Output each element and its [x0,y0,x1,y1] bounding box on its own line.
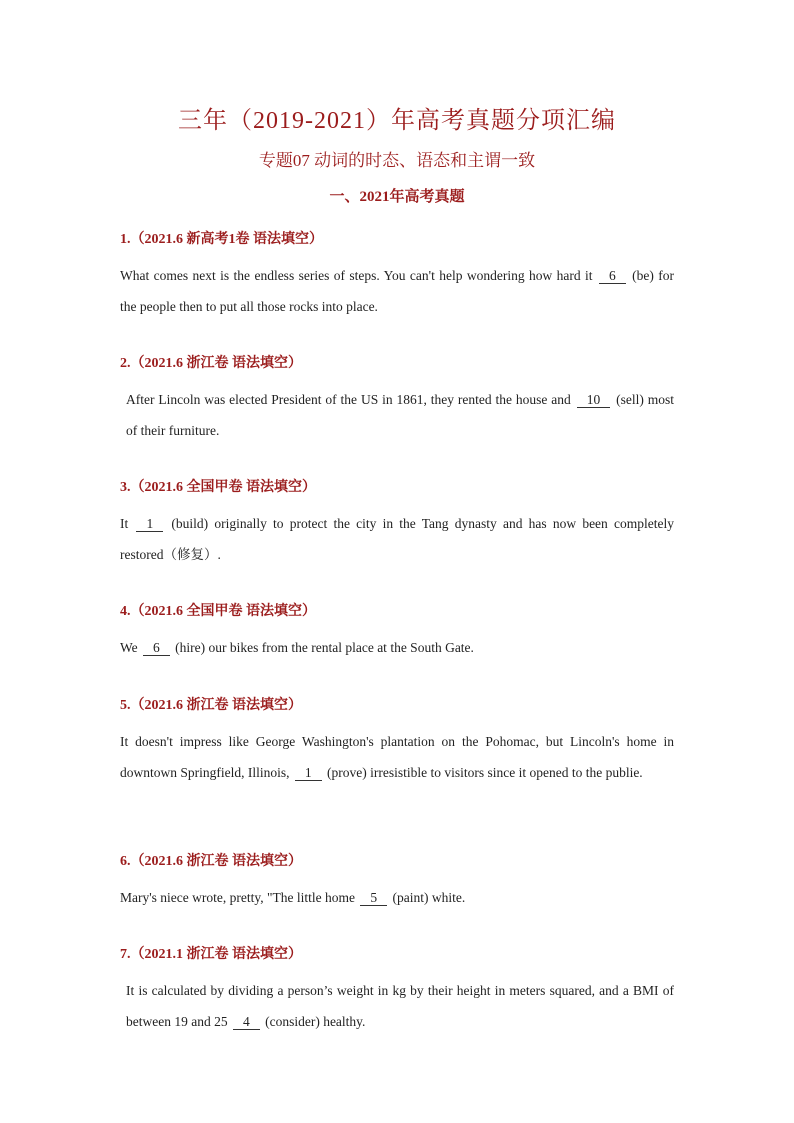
question-text-before: It [120,516,135,531]
section-heading: 一、2021年高考真题 [329,189,465,205]
question-heading: 4.（2021.6 全国甲卷 语法填空） [120,604,316,619]
answer-blank: 4 [233,1015,260,1030]
document-subtitle: 专题07 动词的时态、语态和主谓一致 [258,151,536,170]
question-3 [120,478,674,570]
question-heading: 3.（2021.6 全国甲卷 语法填空） [120,480,316,495]
question-5 [120,696,674,788]
answer-blank: 10 [577,393,611,408]
answer-blank: 6 [599,269,626,284]
question-text-after: (sell) most of their furniture. [126,392,674,438]
question-7 [120,945,674,1037]
answer-blank: 6 [143,641,170,656]
question-text-after: (paint) white. [389,890,466,905]
question-text-after: (prove) irresistible to visitors since it opened to the publie. [323,765,643,780]
question-text-before: Mary's niece wrote, pretty, "The little home [120,890,359,905]
question-text-before: It doesn't impress like George Washington's plantation on the Pohomac, but Lincoln's home in downtown Springfield, Illinois, [120,734,674,780]
question-text-before: After Lincoln was elected President of the US in 1861, they rented the house and [126,392,575,407]
question-4 [120,602,674,663]
question-heading: 2.（2021.6 浙江卷 语法填空） [120,356,302,371]
question-text-after: (build) originally to protect the city in the Tang dynasty and has now been completely restored（修复）. [120,516,674,562]
question-6 [120,852,674,913]
question-text [120,384,674,446]
question-heading: 1.（2021.6 新高考1卷 语法填空） [120,232,323,247]
question-text [120,882,674,913]
question-text-before: It is calculated by dividing a person’s weight in kg by their height in meters squared, and a BMI of between 19 and 25 [126,983,674,1029]
answer-blank: 1 [295,766,322,781]
question-text [120,260,674,322]
question-text-after: (hire) our bikes from the rental place at the South Gate. [171,640,474,655]
question-heading: 7.（2021.1 浙江卷 语法填空） [120,947,302,962]
answer-blank: 1 [136,517,163,532]
question-text-after: (consider) healthy. [261,1014,366,1029]
question-text-before: What comes next is the endless series of steps. You can't help wondering how hard it [120,268,597,283]
question-heading: 6.（2021.6 浙江卷 语法填空） [120,854,302,869]
question-heading: 5.（2021.6 浙江卷 语法填空） [120,698,302,713]
answer-blank: 5 [360,891,387,906]
question-1 [120,230,674,322]
question-text [120,975,674,1037]
question-text [120,632,674,663]
question-2 [120,354,674,446]
question-text-after: (be) for the people then to put all those rocks into place. [120,268,674,314]
document-title: 三年（2019-2021）年高考真题分项汇编 [178,108,616,134]
question-text [120,726,674,788]
question-text-before: We [120,640,142,655]
question-text [120,508,674,570]
